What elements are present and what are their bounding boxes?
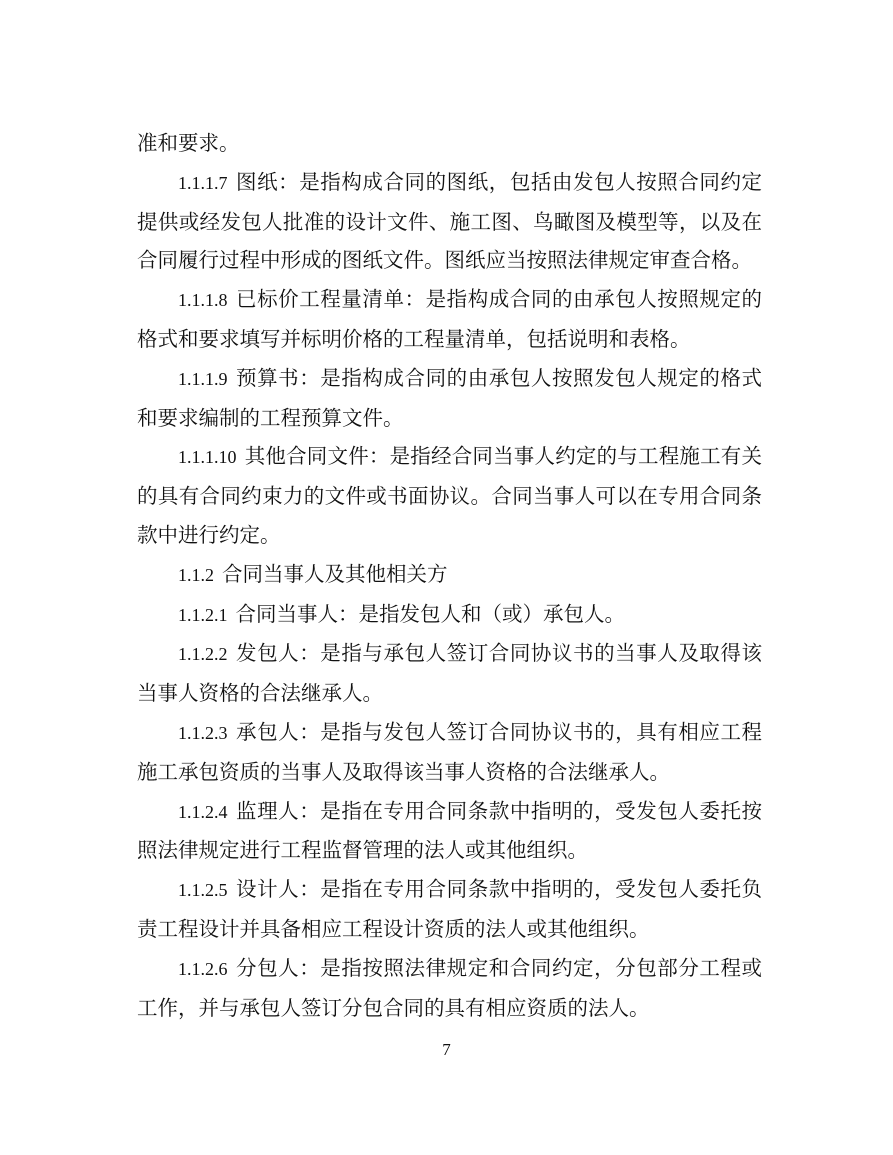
clause-text: 分包人：是指按照法律规定和合同约定，分包部分工程或工作，并与承包人签订分包合同的具有相应资质的法人。 [137, 955, 762, 1020]
clause-text: 发包人：是指与承包人签订合同协议书的当事人及取得该当事人资格的合法继承人。 [137, 641, 762, 706]
document-body [137, 124, 762, 1027]
clause-number: 1.1.2.6 [178, 958, 228, 979]
clause-1-1-2-5 [137, 870, 762, 949]
clause-number: 1.1.1.7 [178, 172, 228, 193]
clause-1-1-2-3 [137, 713, 762, 792]
clause-number: 1.1.2.2 [178, 644, 228, 665]
page-number: 7 [442, 1040, 451, 1059]
clause-number: 1.1.2.5 [178, 880, 228, 901]
section-heading-1-1-2 [137, 555, 762, 595]
clause-text: 设计人：是指在专用合同条款中指明的，受发包人委托负责工程设计并具备相应工程设计资质的法人或其他组织。 [137, 877, 762, 941]
paragraph-text: 准和要求。 [137, 131, 240, 155]
clause-1-1-1-10 [137, 437, 762, 554]
section-title: 合同当事人及其他相关方 [222, 561, 448, 586]
clause-number: 1.1.1.9 [178, 368, 228, 389]
clause-text: 承包人：是指与发包人签订合同协议书的，具有相应工程施工承包资质的当事人及取得该当事人资格的合法继承人。 [137, 719, 762, 784]
clause-1-1-1-8 [137, 280, 762, 359]
paragraph-continuation [137, 124, 762, 163]
clause-text: 合同当事人：是指发包人和（或）承包人。 [235, 601, 625, 626]
clause-text: 预算书：是指构成合同的由承包人按照发包人规定的格式和要求编制的工程预算文件。 [137, 365, 762, 430]
clause-number: 1.1.1.8 [178, 290, 228, 311]
clause-text: 监理人：是指在专用合同条款中指明的，受发包人委托按照法律规定进行工程监督管理的法人或其他组织。 [137, 798, 762, 863]
clause-number: 1.1.2 [178, 564, 214, 585]
clause-number: 1.1.2.1 [178, 604, 228, 625]
clause-1-1-2-2 [137, 634, 762, 713]
clause-number: 1.1.2.3 [178, 722, 228, 743]
clause-1-1-2-4 [137, 792, 762, 871]
clause-1-1-2-1 [137, 595, 762, 635]
clause-text: 图纸：是指构成合同的图纸，包括由发包人按照合同约定提供或经发包人批准的设计文件、施工图、鸟瞰图及模型等，以及在合同履行过程中形成的图纸文件。图纸应当按照法律规定审查合格。 [137, 169, 762, 273]
clause-text: 其他合同文件：是指经合同当事人约定的与工程施工有关的具有合同约束力的文件或书面协议。合同当事人可以在专用合同条款中进行约定。 [137, 444, 762, 547]
clause-text: 已标价工程量清单：是指构成合同的由承包人按照规定的格式和要求填写并标明价格的工程量清单，包括说明和表格。 [137, 287, 762, 351]
clause-number: 1.1.2.4 [178, 801, 228, 822]
clause-number: 1.1.1.10 [178, 447, 237, 468]
clause-1-1-2-6 [137, 949, 762, 1028]
clause-1-1-1-9 [137, 359, 762, 438]
clause-1-1-1-7 [137, 163, 762, 280]
